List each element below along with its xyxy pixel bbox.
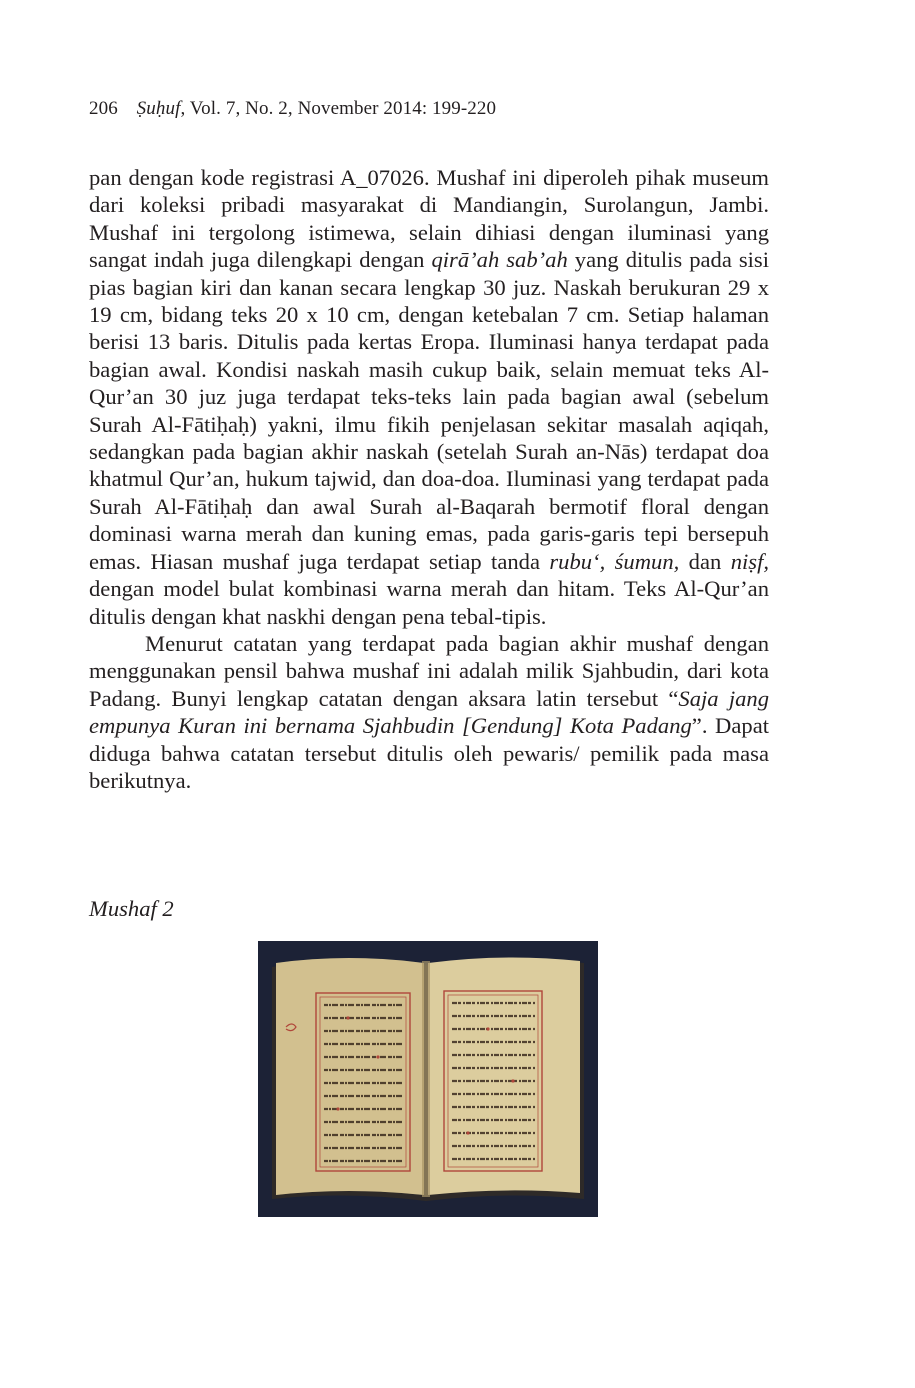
italic-term: niṣf,	[730, 548, 769, 574]
italic-term: rubu‘, śumun,	[549, 548, 680, 574]
italic-quote: Saja jang empunya Kuran ini bernama Sjahbudin [Gendung] Kota Padang	[89, 685, 769, 739]
manuscript-photo	[258, 941, 598, 1217]
citation: , Vol. 7, No. 2, November 2014: 199-220	[180, 98, 497, 119]
open-manuscript-image	[258, 941, 598, 1217]
paragraph-2	[89, 630, 769, 794]
text-run: pan dengan kode registrasi A_07026. Mushaf ini diperoleh pihak museum dari koleksi pribadi masyarakat di Mandiangin, Surolangun, Jambi. Mushaf ini tergolong istimewa, selain dihiasi dengan iluminasi yang sangat indah juga dilengkapi dengan	[89, 165, 769, 273]
running-header	[89, 98, 496, 120]
text-run: ”. Dapat diduga bahwa catatan tersebut ditulis oleh pewaris/ pemilik pada masa berikutnya.	[89, 713, 769, 793]
text-run: dan	[679, 548, 731, 574]
page-number: 206	[89, 98, 118, 119]
text-run: yang ditulis pada sisi pias bagian kiri dan kanan secara lengkap 30 juz. Naskah berukuran 29 x 19 cm, bidang teks 20 x 10 cm, dengan ketebalan 7 cm. Setiap halaman berisi 13 baris. Ditulis pada kertas Eropa. Iluminasi hanya terdapat pada bagian awal. Kondisi naskah masih cukup baik, selain memuat teks Al-Qur’an 30 juz juga terdapat teks-teks lain pada bagian awal (sebelum Surah Al-Fātiḥaḥ) yakni, ilmu fikih penjelasan sekitar masalah aqiqah, sedangkan pada bagian akhir naskah (setelah Surah an-Nās) terdapat doa khatmul Qur’an, hukum tajwid, dan doa-doa. Iluminasi yang terdapat pada Surah Al-Fātiḥaḥ dan awal Surah al-Baqarah bermotif floral dengan dominasi warna merah dan kuning emas, pada garis-garis tepi bersepuh emas. Hiasan mushaf juga terdapat setiap tanda	[89, 247, 769, 574]
journal-title: Ṣuḥuf	[136, 98, 181, 119]
italic-term: qirā’ah sab’ah	[431, 247, 568, 273]
paragraph-1	[89, 164, 769, 630]
text-run: dengan model bulat kombinasi warna merah dan hitam. Teks Al-Qur’an ditulis dengan khat naskhi dengan pena tebal-tipis.	[89, 576, 769, 629]
body-text	[89, 164, 769, 794]
text-run: Menurut catatan yang terdapat pada bagian akhir mushaf dengan menggunakan pensil bahwa mushaf ini adalah milik Sjahbudin, dari kota Padang. Bunyi lengkap catatan dengan aksara latin tersebut “	[89, 630, 769, 711]
subheading: Mushaf 2	[89, 896, 174, 921]
